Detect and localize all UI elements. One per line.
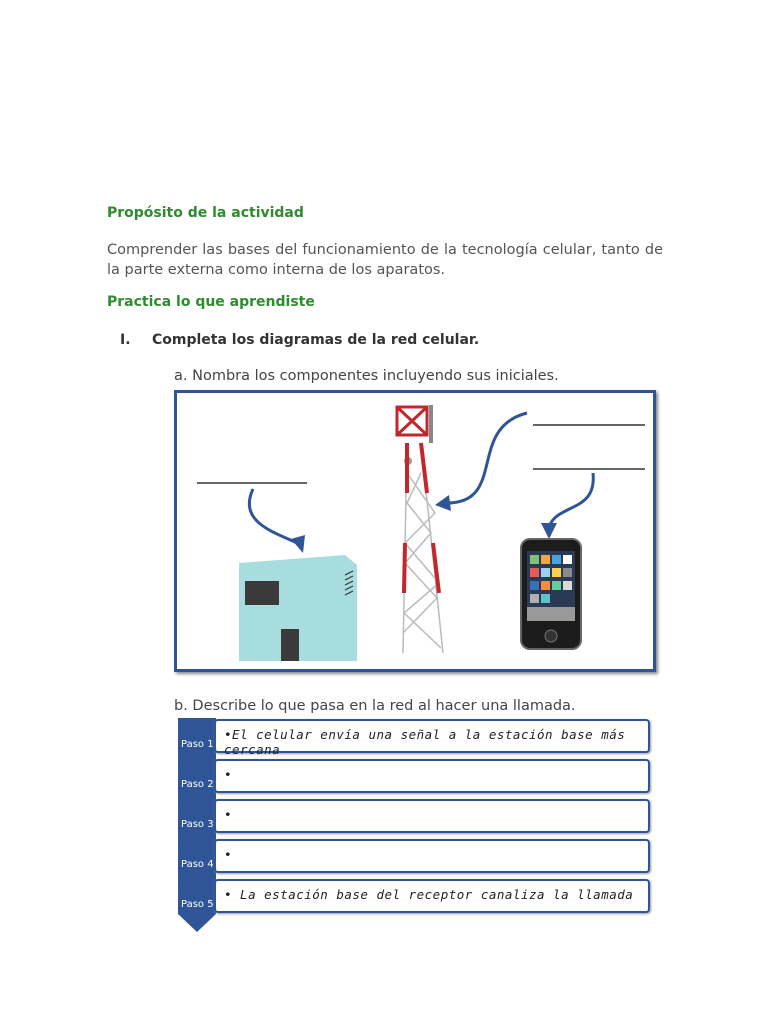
curved-arrow-icon bbox=[549, 473, 593, 527]
step-2-box[interactable] bbox=[214, 759, 650, 793]
sub-instruction-b: b. Describe lo que pasa en la red al hacer una llamada. bbox=[174, 698, 576, 714]
step-3-box[interactable] bbox=[214, 799, 650, 833]
step-3-text: • bbox=[224, 807, 233, 822]
step-5-box[interactable] bbox=[214, 879, 650, 913]
sub-instruction-a: a. Nombra los componentes incluyendo sus iniciales. bbox=[174, 368, 559, 384]
network-diagram bbox=[174, 390, 656, 672]
step-3-label: Paso 3 bbox=[181, 819, 214, 830]
purpose-heading: Propósito de la actividad bbox=[107, 205, 304, 221]
purpose-text: Comprender las bases del funcionamiento de la tecnología celular, tanto de la parte externa como interna de los aparatos. bbox=[107, 242, 663, 278]
step-4-text: • bbox=[224, 847, 233, 862]
curved-arrow-icon bbox=[447, 413, 527, 503]
building-icon bbox=[239, 555, 357, 661]
step-5-label: Paso 5 bbox=[181, 899, 214, 910]
step-5-text: • La estación base del receptor canaliza la llamada bbox=[224, 887, 634, 902]
step-1-box[interactable] bbox=[214, 719, 650, 757]
step-4-box[interactable] bbox=[214, 839, 650, 873]
step-2-text: • bbox=[224, 767, 233, 782]
item-number: I. bbox=[120, 332, 131, 348]
practice-heading: Practica lo que aprendiste bbox=[107, 294, 315, 310]
step-1-label: Paso 1 bbox=[181, 739, 214, 750]
step-1-text: •El celular envía una señal a la estación base más cercana bbox=[224, 727, 626, 757]
arrowhead bbox=[291, 535, 305, 553]
smartphone-icon bbox=[521, 539, 581, 649]
arrowhead bbox=[435, 495, 451, 511]
tower-icon bbox=[397, 405, 443, 653]
item-instruction: Completa los diagramas de la red celular. bbox=[152, 332, 480, 348]
curved-arrow-icon bbox=[249, 489, 297, 543]
step-4-label: Paso 4 bbox=[181, 859, 214, 870]
step-2-label: Paso 2 bbox=[181, 779, 214, 790]
arrowhead bbox=[541, 523, 557, 539]
